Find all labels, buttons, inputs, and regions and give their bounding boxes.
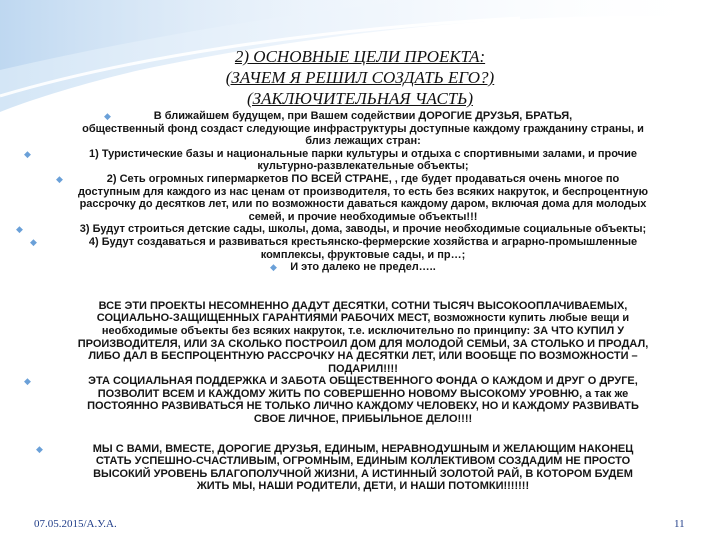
- text-line: общественный фонд создаст следующие инфраструктуры доступные каждому гражданину страны, и: [82, 122, 644, 135]
- text-line: необходимые объекты без всяких накруток, т.е. исключительно по принципу: ЗА ЧТО КУПИЛ У: [101, 324, 625, 337]
- title-line: (ЗАКЛЮЧИТЕЛЬНАЯ ЧАСТЬ): [247, 89, 473, 108]
- bullet-icon: ◆: [56, 173, 63, 184]
- footer-date: 07.05.2015/А.У.А.: [34, 518, 117, 530]
- bullet-icon: ◆: [24, 376, 31, 387]
- text-line: СВОЕ ЛИЧНОЕ, ПРИБЫЛЬНОЕ ДЕЛО!!!!: [253, 413, 473, 426]
- text-line: 1) Туристические базы и национальные парки культуры и отдыха с спортивными залами, и прочие: [89, 147, 637, 160]
- page-number: 11: [674, 518, 685, 530]
- text-line: И это далеко не предел…..: [290, 261, 436, 274]
- text-line: ВСЕ ЭТИ ПРОЕКТЫ НЕСОМНЕННО ДАДУТ ДЕСЯТКИ, СОТНИ ТЫСЯЧ ВЫСОКООПЛАЧИВАЕМЫХ,: [98, 299, 628, 312]
- text-line: МЫ С ВАМИ, ВМЕСТЕ, ДОРОГИЕ ДРУЗЬЯ, ЕДИНЫМ, НЕРАВНОДУШНЫМ И ЖЕЛАЮЩИМ НАКОНЕЦ: [92, 442, 634, 455]
- text-line: СТАТЬ УСПЕШНО-СЧАСТЛИВЫМ, ОГРОМНЫМ, ЕДИНЫМ КОЛЛЕКТИВОМ СОЗДАДИМ НЕ ПРОСТО: [95, 455, 631, 468]
- text-line: ВЫСОКИЙ УРОВЕНЬ БЛАГОПОЛУЧНОЙ ЖИЗНИ, А ИСТИННЫЙ ЗОЛОТОЙ РАЙ, В КОТОРОМ БУДЕМ: [93, 467, 633, 480]
- text-line: ЛИБО ДАЛ В БЕСПРОЦЕНТНУЮ РАССРОЧКУ НА ДЕСЯТКИ ЛЕТ, ИЛИ ВООБЩЕ ПО ВОЗМОЖНОСТИ –: [88, 350, 638, 363]
- bullet-icon: ◆: [104, 111, 111, 121]
- bullet-icon: ◆: [36, 443, 43, 454]
- slide-title: [130, 46, 590, 109]
- text-line: ПОЗВОЛИТ ВСЕМ И КАЖДОМУ ЖИТЬ ПО СОВЕРШЕННО НОВОМУ ВЫСОКОМУ УРОВНЮ, а так же: [97, 387, 629, 400]
- text-line: доступным для каждого из нас ценам от производителя, то есть без всяких накруток, и беспроцентную: [77, 185, 649, 198]
- text-line: близ лежащих стран:: [305, 135, 421, 148]
- bullet-icon: ◆: [16, 224, 23, 235]
- bullet-icon: ◆: [24, 148, 31, 159]
- text-line: ПОСТОЯННО РАЗВИВАТЬСЯ НЕ ТОЛЬКО ЛИЧНО КАЖДОМУ ЧЕЛОВЕКУ, НО И КАЖДОМУ РАЗВИВАТЬ: [87, 400, 639, 413]
- title-line: 2) ОСНОВНЫЕ ЦЕЛИ ПРОЕКТА:: [234, 47, 486, 66]
- bullet-icon: ◆: [270, 262, 277, 273]
- paragraph-item-2: [18, 173, 708, 223]
- paragraph-item-4: [18, 236, 708, 261]
- paragraph-item-3: [18, 223, 708, 236]
- paragraph-intro: [18, 110, 708, 148]
- paragraph-item-1: [18, 148, 708, 173]
- text-line: 2) Сеть огромных гипермаркетов ПО ВСЕЙ СТРАНЕ, , где будет продаваться очень многое по: [106, 172, 620, 185]
- paragraph-jobs: [18, 300, 708, 376]
- paragraph-together: [18, 443, 708, 493]
- text-line: ПРОИЗВОДИТЕЛЯ, ИЛИ ЗА СКОЛЬКО ПОСТРОИЛ ДОМ ДЛЯ МОЛОДОЙ СЕМЬИ, ЗА СТОЛЬКО И ПРОДАЛ,: [77, 337, 649, 350]
- text-line: семей, и прочие необходимые объекты!!!: [248, 210, 478, 223]
- paragraph-limit: [18, 261, 708, 274]
- paragraph-support: [18, 375, 708, 425]
- text-line: 4) Будут создаваться и развиваться крестьянско-фермерские хозяйства и аграрно-промышленные: [88, 235, 638, 248]
- text-line: комплексы, фруктовые сады, и пр…;: [260, 248, 466, 261]
- text-line: ЖИТЬ МЫ, НАШИ РОДИТЕЛИ, ДЕТИ, И НАШИ ПОТОМКИ!!!!!!!: [196, 480, 530, 493]
- text-line: ПОДАРИЛ!!!!: [328, 362, 398, 375]
- text-line: культурно-развлекательные объекты;: [257, 160, 469, 173]
- text-line: СОЦИАЛЬНО-ЗАЩИЩЕННЫХ ГАРАНТИЯМИ РАБОЧИХ МЕСТ, возможности купить любые вещи и: [96, 312, 630, 325]
- text-line: рассрочку до десятков лет, или по возможности даваться каждому даром, включая дома для молодых: [79, 198, 647, 211]
- slide-body: [18, 110, 708, 493]
- text-line: ЭТА СОЦИАЛЬНАЯ ПОДДЕРЖКА И ЗАБОТА ОБЩЕСТВЕННОГО ФОНДА О КАЖДОМ И ДРУГ О ДРУГЕ,: [88, 375, 638, 388]
- bullet-icon: ◆: [30, 236, 37, 247]
- text-line: 3) Будут строиться детские сады, школы, дома, заводы, и прочие необходимые социальные объекты;: [79, 223, 647, 236]
- text-line: В ближайшем будущем, при Вашем содействии ДОРОГИЕ ДРУЗЬЯ, БРАТЬЯ,: [153, 110, 573, 122]
- title-line: (ЗАЧЕМ Я РЕШИЛ СОЗДАТЬ ЕГО?): [225, 68, 495, 87]
